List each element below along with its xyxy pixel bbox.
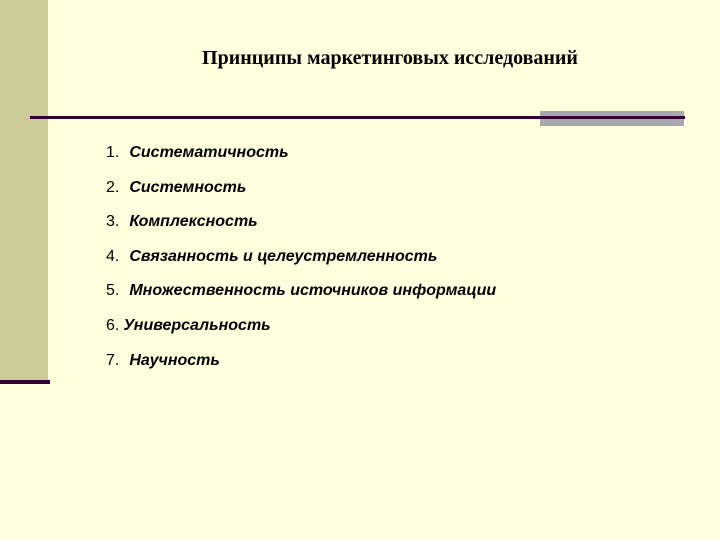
principle-number: 5. bbox=[106, 282, 120, 300]
slide-title: Принципы маркетинговых исследований bbox=[202, 47, 578, 69]
principle-number: 6. bbox=[106, 316, 120, 334]
principle-label: Научность bbox=[129, 351, 220, 369]
principle-label: Универсальность bbox=[123, 316, 271, 334]
principle-item-7 bbox=[106, 350, 496, 385]
principle-label: Комплексность bbox=[129, 213, 258, 231]
principle-item-3 bbox=[106, 211, 496, 246]
principle-number: 2. bbox=[106, 178, 120, 196]
decorative-side-bar bbox=[0, 0, 48, 383]
principle-item-1 bbox=[106, 142, 496, 177]
principle-item-4 bbox=[106, 246, 496, 281]
principle-label: Связанность и целеустремленность bbox=[129, 247, 438, 265]
principle-label: Системность bbox=[129, 178, 247, 196]
principle-item-2 bbox=[106, 177, 496, 212]
title-divider-line-accent bbox=[540, 116, 684, 119]
principle-label: Систематичность bbox=[129, 144, 289, 161]
decorative-side-bar-underline bbox=[0, 380, 50, 384]
principle-number: 7. bbox=[106, 351, 120, 369]
principle-item-5 bbox=[106, 280, 496, 315]
principle-number: 3. bbox=[106, 213, 120, 231]
principle-label: Множественность источников информации bbox=[129, 282, 497, 300]
principles-list bbox=[106, 142, 496, 384]
principle-number: 4. bbox=[106, 247, 120, 265]
principle-number: 1. bbox=[106, 144, 120, 161]
principle-item-6 bbox=[106, 315, 496, 350]
